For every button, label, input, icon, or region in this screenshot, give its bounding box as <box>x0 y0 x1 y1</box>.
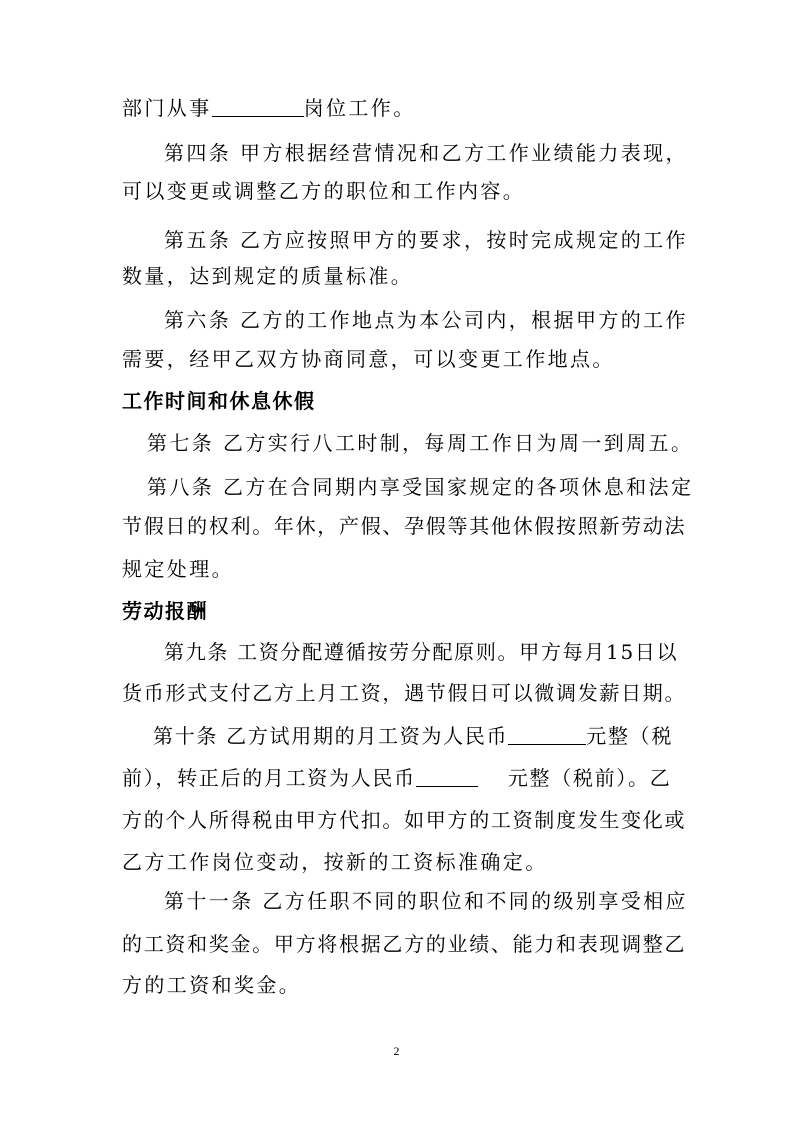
article-8-line-1: 第八条 乙方在合同期内享受国家规定的各项休息和法定 <box>147 475 694 499</box>
fill-in-blank-regular-salary <box>416 766 478 787</box>
article-10-line-4: 乙方工作岗位变动，按新的工资标准确定。 <box>122 850 548 874</box>
article-8-line-2: 节假日的权利。年休，产假、孕假等其他休假按照新劳动法 <box>122 514 687 538</box>
text-segment: 元整（税 <box>586 724 674 748</box>
article-7-line-1: 第七条 乙方实行八工时制，每周工作日为周一到周五。 <box>147 431 694 455</box>
article-4-line-2: 可以变更或调整乙方的职位和工作内容。 <box>122 179 526 203</box>
page-number: 2 <box>393 1044 400 1058</box>
text-line <box>122 94 416 122</box>
article-11-line-2: 的工资和奖金。甲方将根据乙方的业绩、能力和表现调整乙 <box>122 932 687 956</box>
text-segment: 第十条 乙方试用期的月工资为人民币 <box>153 724 509 748</box>
text-segment: 岗位工作。 <box>303 96 416 120</box>
fill-in-blank-trial-salary <box>508 724 586 745</box>
article-6-line-2: 需要，经甲乙双方协商同意，可以变更工作地点。 <box>122 347 615 371</box>
article-11-line-3: 方的工资和奖金。 <box>122 973 302 997</box>
article-10-line-1 <box>153 722 673 750</box>
text-segment: 前），转正后的月工资为人民币 <box>122 766 416 790</box>
article-10-line-3: 方的个人所得税由甲方代扣。如甲方的工资制度发生变化或 <box>122 808 687 832</box>
article-9-line-1: 第九条 工资分配遵循按劳分配原则。甲方每月15日以 <box>164 640 679 664</box>
text-segment: 部门从事 <box>122 96 212 120</box>
article-6-line-1: 第六条 乙方的工作地点为本公司内，根据甲方的工作 <box>164 308 688 332</box>
article-4-line-1: 第四条 甲方根据经营情况和乙方工作业绩能力表现， <box>164 141 688 165</box>
section-heading-remuneration: 劳动报酬 <box>122 599 208 623</box>
section-heading-work-time: 工作时间和休息休假 <box>122 389 316 413</box>
article-8-line-3: 规定处理。 <box>122 557 234 581</box>
article-10-line-2 <box>122 764 671 792</box>
article-5-line-2: 数量，达到规定的质量标准。 <box>122 264 414 288</box>
article-11-line-1: 第十一条 乙方任职不同的职位和不同的级别享受相应 <box>164 889 688 913</box>
text-segment: 元整（税前）。乙 <box>507 766 672 790</box>
article-9-line-2: 货币形式支付乙方上月工资，遇节假日可以微调发薪日期。 <box>122 681 687 705</box>
fill-in-blank-position <box>212 96 304 117</box>
article-5-line-1: 第五条 乙方应按照甲方的要求，按时完成规定的工作 <box>164 228 688 252</box>
